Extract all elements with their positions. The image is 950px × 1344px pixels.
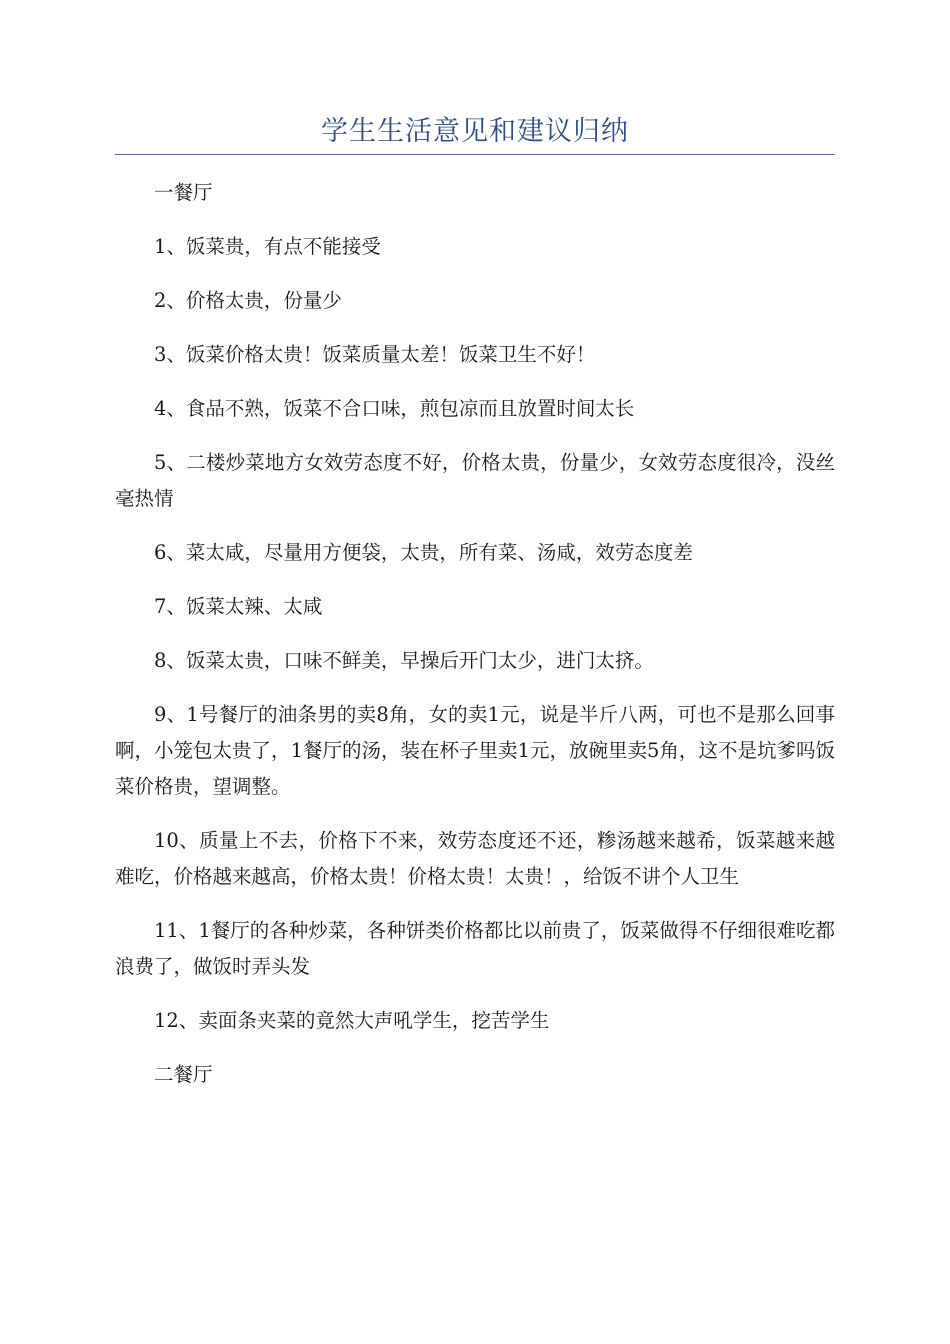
- list-item: 11、1餐厅的各种炒菜，各种饼类价格都比以前贵了，饭菜做得不仔细很难吃都浪费了，做饭时弄头发: [115, 919, 835, 978]
- list-item: 6、菜太咸，尽量用方便袋，太贵，所有菜、汤咸，效劳态度差: [154, 541, 693, 564]
- section-heading-canteen-2: 二餐厅: [154, 1063, 213, 1086]
- section-heading-canteen-1: 一餐厅: [154, 181, 213, 204]
- document-body: [115, 175, 835, 1111]
- list-item: 7、饭菜太辣、太咸: [154, 595, 323, 618]
- list-item: 4、食品不熟，饭菜不合口味，煎包凉而且放置时间太长: [154, 397, 635, 420]
- list-item: 5、二楼炒菜地方女效劳态度不好，价格太贵，份量少，女效劳态度很冷，没丝毫热情: [115, 451, 835, 510]
- list-item: 2、价格太贵，份量少: [154, 289, 342, 312]
- list-item: 3、饭菜价格太贵！饭菜质量太差！饭菜卫生不好！: [154, 343, 596, 366]
- page-title: 学生生活意见和建议归纳: [321, 116, 629, 147]
- list-item: 1、饭菜贵，有点不能接受: [154, 235, 381, 258]
- list-item: 8、饭菜太贵，口味不鲜美，早操后开门太少，进门太挤。: [154, 649, 654, 672]
- list-item: 12、卖面条夹菜的竟然大声吼学生，挖苦学生: [154, 1009, 550, 1032]
- list-item: 10、质量上不去，价格下不来，效劳态度还不还，糁汤越来越希，饭菜越来越难吃，价格越来越高，价格太贵！价格太贵！太贵！，给饭不讲个人卫生: [115, 829, 835, 888]
- title-underline: [115, 154, 835, 155]
- list-item: 9、1号餐厅的油条男的卖8角，女的卖1元，说是半斤八两，可也不是那么回事啊，小笼包太贵了，1餐厅的汤，装在杯子里卖1元，放碗里卖5角，这不是坑爹吗饭菜价格贵，望调整。: [115, 703, 835, 798]
